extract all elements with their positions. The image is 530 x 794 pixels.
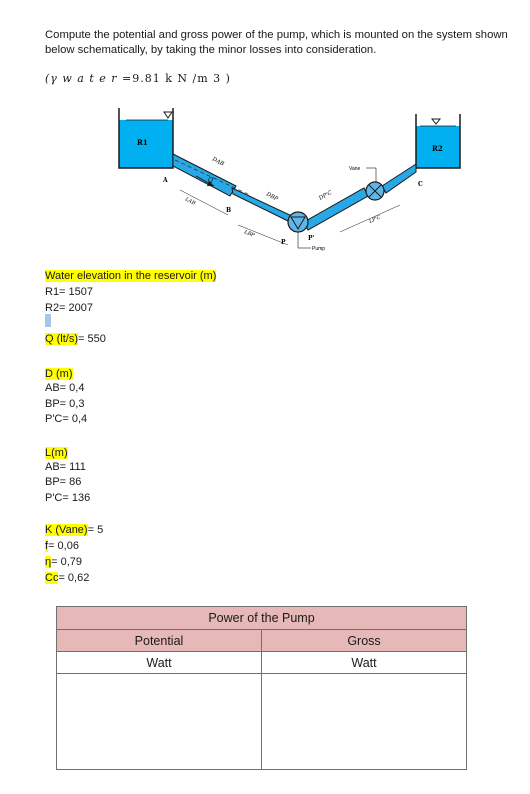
k-vane: K (Vane)= 5 [45, 524, 104, 536]
diameter-header: D (m) [45, 368, 73, 380]
label-p: P [281, 239, 286, 246]
efficiency: η= 0,79 [45, 556, 83, 568]
label-b: B [226, 207, 232, 214]
water-level-icon [432, 119, 440, 124]
length-pc: P'C= 136 [45, 492, 91, 504]
label-q: Q [208, 177, 213, 184]
label-dbp: DBP [265, 191, 279, 203]
water-level-icon [164, 112, 172, 118]
diameter-pc: P'C= 0,4 [45, 413, 88, 425]
label-dab: DAB [211, 156, 225, 168]
pipe-bp [232, 188, 292, 222]
length-ab: AB= 111 [45, 461, 86, 473]
label-lpc: LP'C [368, 214, 382, 225]
reservoir-r1 [119, 108, 173, 168]
length-header: L(m) [45, 447, 68, 459]
label-dpc: DP'C [318, 189, 334, 202]
label-r2: R2 [432, 144, 443, 153]
power-table [56, 606, 467, 770]
reservoir-r2 [416, 114, 460, 168]
label-a: A [163, 177, 168, 184]
unit-gross: Watt [262, 652, 467, 674]
label-vane: Vane [349, 166, 361, 172]
length-bp: BP= 86 [45, 476, 82, 488]
label-c: C [418, 181, 423, 188]
unit-potential: Watt [57, 652, 262, 674]
gamma-label: (γ w a t e r [45, 72, 118, 85]
label-r1: R1 [137, 138, 148, 147]
pipe-pc-2 [382, 164, 416, 193]
diameter-bp: BP= 0,3 [45, 398, 85, 410]
gamma-value: =9.81 k N /m 3 ) [122, 72, 231, 85]
header-potential: Potential [57, 630, 262, 652]
label-lab: LAB [184, 196, 197, 207]
label-pump: Pump [312, 246, 326, 252]
header-gross: Gross [262, 630, 467, 652]
pipe-ab [173, 154, 236, 196]
label-p-prime: P' [308, 235, 315, 242]
answer-gross[interactable] [262, 674, 467, 770]
diameter-ab: AB= 0,4 [45, 382, 85, 394]
problem-statement: Compute the potential and gross power of the pump, which is mounted on the system shown below schematically, by taking the minor losses into consideration. [45, 29, 508, 56]
elevation-header: Water elevation in the reservoir (m) [45, 270, 217, 282]
pump-system-diagram [0, 0, 530, 300]
elevation-r1: R1= 1507 [45, 286, 94, 298]
elevation-r2: R2= 2007 [45, 302, 94, 314]
friction-factor: f= 0,06 [45, 540, 79, 552]
flow-rate: Q (lt/s)= 550 [45, 333, 106, 345]
contraction-coefficient: Cc= 0,62 [45, 572, 90, 584]
answer-potential[interactable] [57, 674, 262, 770]
table-title: Power of the Pump [57, 607, 467, 630]
label-lbp: LBP [243, 229, 256, 239]
text-cursor [45, 314, 51, 327]
